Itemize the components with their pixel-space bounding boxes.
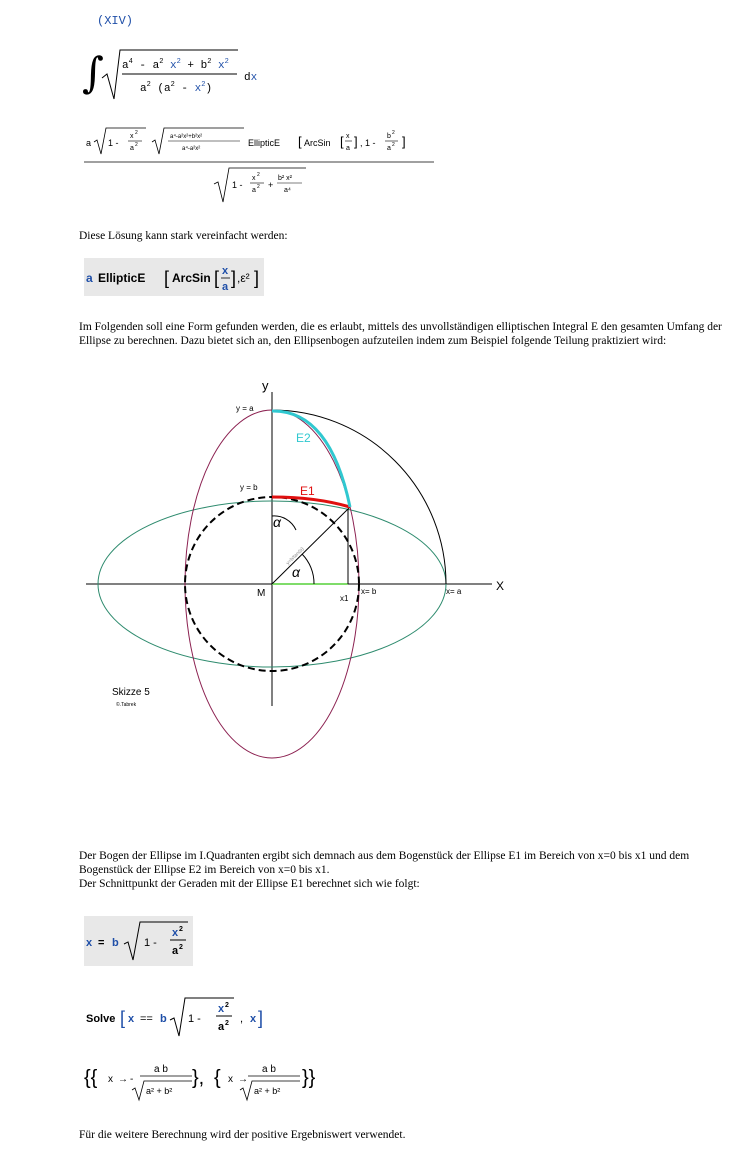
text-bogen (79, 849, 739, 891)
svg-text:2: 2 (179, 926, 183, 933)
svg-text:a⁴-a²x²: a⁴-a²x² (182, 146, 201, 152)
E2-label: E2 (296, 431, 311, 445)
eq-x-eq: = (98, 937, 105, 949)
svg-text:a: a (130, 145, 134, 152)
svg-text:[: [ (120, 1008, 126, 1028)
integral-formula (82, 44, 282, 104)
text-simplify: Diese Lösung kann stark vereinfacht werden: (79, 230, 288, 242)
svg-text:a: a (86, 138, 92, 148)
svg-text:b: b (387, 133, 391, 140)
svg-text:[: [ (164, 268, 170, 288)
svg-text:x: x (218, 1003, 225, 1015)
simplified-arcsin: ArcSin (172, 271, 211, 285)
simplified-elliptic-func: EllipticE (98, 271, 146, 285)
svg-text:, 1 -: , 1 - (360, 138, 376, 148)
svg-text:x: x (252, 175, 256, 182)
svg-text:]: ] (254, 268, 260, 288)
svg-text:a: a (346, 145, 350, 152)
solve-op: == (140, 1013, 153, 1025)
svg-text:x: x (130, 133, 134, 140)
text-schnitt: Der Schnittpunkt der Geraden mit der Ellipse E1 berechnet sich wie folgt: (79, 878, 420, 890)
diagonal-line-label: y=b/tan(α) (285, 546, 306, 567)
svg-text:a4 - a2 x2 + b2 x2: $a^4 - a^2$ $x^2 + b^2$ $x^2$ (122, 58, 229, 72)
svg-text:a⁴: a⁴ (284, 187, 291, 194)
solution-arrow-2: → (238, 1074, 248, 1085)
svg-text:]: ] (354, 134, 358, 149)
solve-var: x (128, 1013, 135, 1025)
diagonal-line (272, 507, 350, 584)
solve-func: Solve (86, 1013, 116, 1025)
eq-x-cell (84, 916, 193, 966)
x1-label: x1 (340, 594, 349, 603)
alpha-label-upper: α (273, 514, 281, 530)
svg-text:,: , (240, 1013, 244, 1025)
svg-text:2: 2 (135, 130, 138, 136)
svg-text:a² + b²: a² + b² (146, 1086, 173, 1096)
svg-text:2: 2 (392, 142, 395, 148)
y-axis-label: y (262, 378, 269, 393)
sketch-title: Skizze 5 (112, 687, 150, 698)
svg-text:x: x (346, 133, 350, 140)
svg-text:1 -: 1 - (232, 180, 243, 190)
svg-text:∫: ∫ (82, 48, 104, 97)
svg-text:2: 2 (135, 142, 138, 148)
solve-b: b (160, 1013, 167, 1025)
svg-text:x: x (228, 1074, 233, 1085)
svg-text:{: { (214, 1067, 221, 1089)
ellipse-sketch (0, 370, 748, 770)
svg-text:a² + b²: a² + b² (254, 1086, 281, 1096)
integral-result (84, 122, 444, 208)
sketch-credit: ©.Tabrek (116, 702, 137, 708)
alpha-arc-lower (302, 554, 314, 584)
alpha-label-lower: α (292, 564, 300, 580)
eq-x-lhs: x (86, 937, 93, 949)
x-eq-b-label: x= b (361, 587, 377, 596)
svg-text:a: a (387, 145, 391, 152)
svg-text:a2 (a2 - x2): $a^2$ $(a^2 - x^2)$ (140, 81, 213, 95)
eq-x-b: b (112, 937, 119, 949)
svg-text:]: ] (402, 134, 406, 149)
E1-label: E1 (300, 484, 315, 498)
simplified-prefix: a (86, 271, 93, 285)
solution-numerator-2: a b (262, 1064, 276, 1075)
solution-numerator-1: a b (154, 1064, 168, 1075)
svg-text:a: a (172, 945, 179, 957)
svg-text:2: 2 (257, 172, 260, 178)
y-eq-b-label: y = b (240, 483, 258, 492)
text-intro: Im Folgenden soll eine Form gefunden werden, die es erlaubt, mittels des unvollständigen elliptischen Integral E den gesamten Umfang der Ellipse zu berechnen. Dazu bietet sich an, den Ellipsenbogen aufzuteilen indem zum Beispiel folgende Teilung praktiziert wird: (79, 321, 722, 347)
simplified-cell (84, 258, 264, 296)
svg-text:{{: {{ (84, 1067, 98, 1089)
svg-text:x: x (108, 1074, 113, 1085)
result-elliptic-func: EllipticE (248, 138, 281, 148)
section-label: (XIV) (97, 14, 134, 28)
x-axis-label: X (496, 579, 505, 593)
svg-text:2: 2 (225, 1002, 229, 1009)
result-arcsin: ArcSin (304, 138, 331, 148)
E1-arc (272, 497, 350, 507)
solution-arrow-1: → (118, 1074, 128, 1085)
svg-text:a⁴-a²x²+b²x²: a⁴-a²x²+b²x² (170, 134, 203, 140)
svg-text:2: 2 (225, 1020, 229, 1027)
svg-text:2: 2 (392, 130, 395, 136)
solutions-formula (84, 1056, 334, 1106)
svg-text:[: [ (214, 268, 220, 288)
svg-text:x: x (222, 265, 229, 277)
svg-text:2: 2 (257, 184, 260, 190)
y-eq-a-label: y = a (236, 404, 254, 413)
svg-text:[: [ (340, 134, 344, 149)
svg-text:x: x (172, 927, 179, 939)
svg-text:]: ] (258, 1008, 264, 1028)
svg-text:1 -: 1 - (108, 138, 119, 148)
solve-formula (84, 994, 284, 1044)
svg-text:},: }, (192, 1067, 205, 1089)
svg-text:,ε²: ,ε² (237, 271, 250, 285)
svg-text:1 -: 1 - (188, 1013, 201, 1025)
text-bogen-line: Der Bogen der Ellipse im I.Quadranten ergibt sich demnach aus dem Bogenstück der Ellipse E1 im Bereich von x=0 bis x1 und dem Bogenstück der Ellipse E2 im Bereich von x=0 bis x1. (79, 850, 690, 876)
svg-text:}}: }} (302, 1067, 316, 1089)
svg-text:a: a (252, 187, 256, 194)
svg-text:a: a (222, 281, 229, 293)
svg-text:-: - (130, 1074, 134, 1085)
svg-text:b² x²: b² x² (278, 175, 292, 182)
svg-text:+: + (268, 180, 274, 190)
svg-text:1 -: 1 - (144, 937, 157, 949)
origin-label: M (257, 588, 266, 599)
x-eq-a-label: x= a (446, 587, 462, 596)
svg-text:2: 2 (179, 944, 183, 951)
svg-text:]: ] (231, 268, 237, 288)
svg-text:x: x (250, 1013, 257, 1025)
svg-text:dx: dx (244, 72, 258, 84)
text-positive: Für die weitere Berechnung wird der positive Ergebniswert verwendet. (79, 1129, 406, 1141)
svg-text:a: a (218, 1021, 225, 1033)
svg-text:[: [ (298, 134, 302, 149)
